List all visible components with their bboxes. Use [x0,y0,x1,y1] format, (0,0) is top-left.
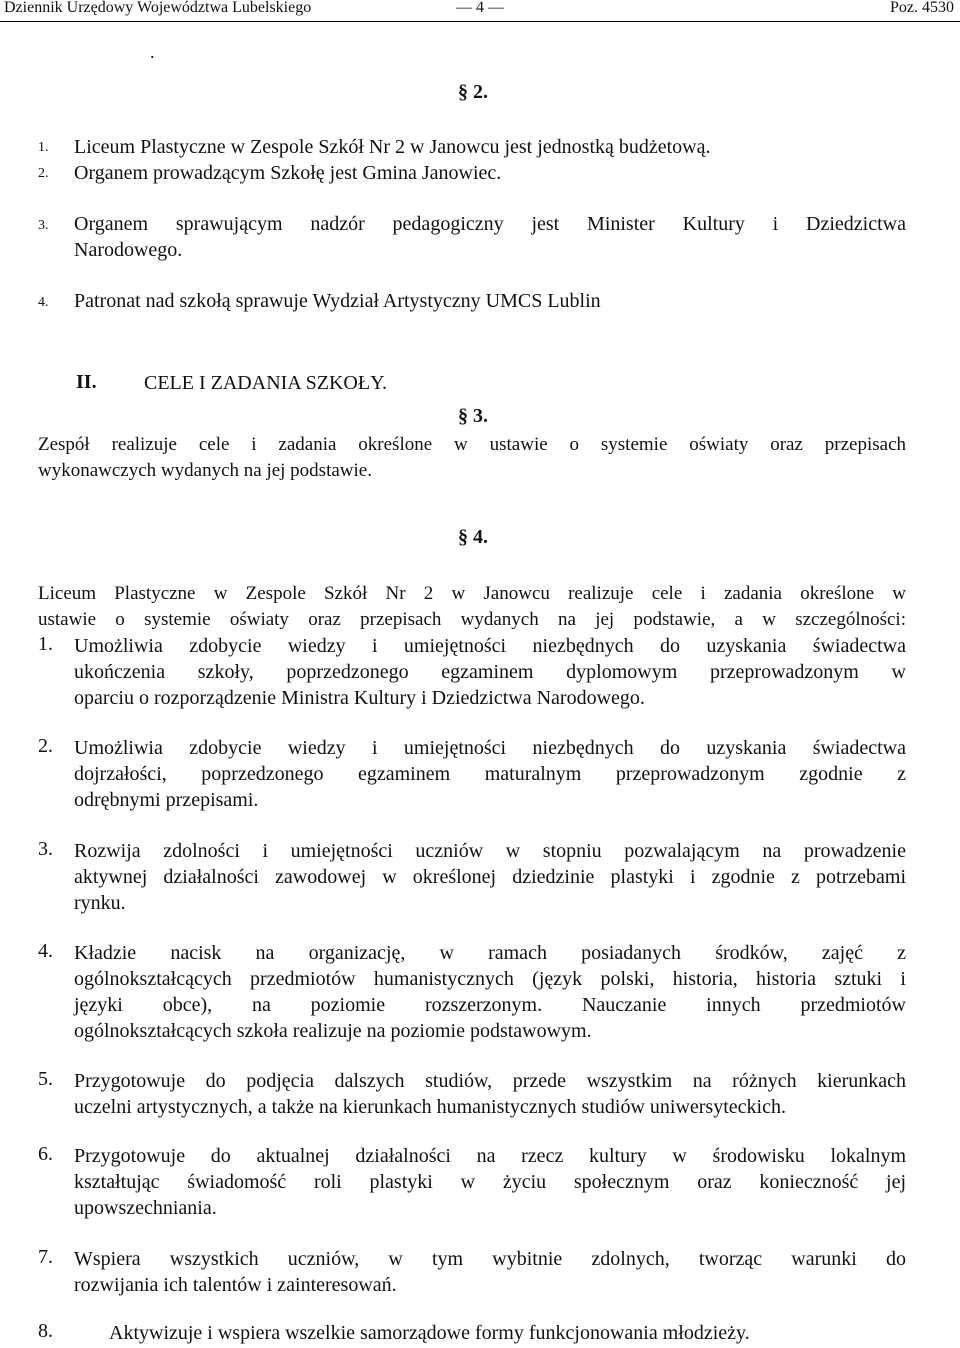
s4-item-5-number: 5. [38,1068,53,1090]
chapter-2-title: CELE I ZADANIA SZKOŁY. [144,372,387,394]
s4-item-2-number: 2. [38,735,53,757]
s4-item-8-number: 8. [38,1320,53,1342]
s4-item-1-text [74,633,906,711]
s4-item-1-number: 1. [38,633,53,655]
s3-line-1: Zespół realizuje cele i zadania określone w ustawie o systemie oświaty oraz przepisach [38,434,906,455]
s4-item-4-line-1: Kładzie nacisk na organizację, w ramach posiadanych środków, zajęć z [74,942,906,964]
s4-item-8-text: Aktywizuje i wspiera wszelkie samorządowe formy funkcjonowania młodzieży. [109,1322,750,1344]
section-2-title: § 2. [458,81,488,103]
s2-item-4-text: Patronat nad szkołą sprawuje Wydział Artystyczny UMCS Lublin [74,290,601,312]
s4-item-3-line-1: Rozwija zdolności i umiejętności uczniów w stopniu pozwalającym na prowadzenie [74,840,906,862]
s2-item-4-number: 4. [38,295,49,310]
section-4-intro [38,581,906,633]
s4-item-2-line-2: dojrzałości, poprzedzonego egzaminem maturalnym przeprowadzonym zgodnie z [74,763,906,785]
chapter-2-number: II. [76,371,97,393]
section-3-text [38,432,906,484]
s4-item-6-line-3: upowszechniania. [74,1197,217,1219]
s4-item-4-line-4: ogólnokształcących szkoła realizuje na poziomie podstawowym. [74,1020,592,1042]
s2-item-1-text: Liceum Plastyczne w Zespole Szkół Nr 2 w Janowcu jest jednostką budżetową. [74,136,711,158]
s4-item-7-line-1: Wspiera wszystkich uczniów, w tym wybitnie zdolnych, tworząc warunki do [74,1248,906,1270]
journal-title: Dziennik Urzędowy Województwa Lubelskiego [4,0,312,16]
section-3-title: § 3. [458,405,488,427]
s4-item-5-text [74,1068,906,1120]
s4-item-1-line-2: ukończenia szkoły, poprzedzonego egzaminem dyplomowym przeprowadzonym w [74,661,906,683]
s4-intro-line-1: Liceum Plastyczne w Zespole Szkół Nr 2 w Janowcu realizuje cele i zadania określone w [38,583,906,604]
s4-item-6-number: 6. [38,1143,53,1165]
s2-item-3-text [74,211,906,263]
position-number: Poz. 4530 [890,0,954,16]
s4-item-2-text [74,735,906,813]
s2-item-3-line-1: Organem sprawującym nadzór pedagogiczny jest Minister Kultury i Dziedzictwa [74,213,906,235]
s2-item-2-number: 2. [38,166,49,181]
s2-item-3-line-2: Narodowego. [74,239,183,261]
s4-item-5-line-2: uczelni artystycznych, a także na kierunkach humanistycznych studiów uniwersyteckich. [74,1096,786,1118]
s4-item-4-line-3: języki obce), na poziomie rozszerzonym. Nauczanie innych przedmiotów [74,994,906,1016]
s4-item-4-text [74,940,906,1044]
s4-item-3-text [74,838,906,916]
stray-dot: . [150,42,155,62]
s4-item-6-line-1: Przygotowuje do aktualnej działalności na rzecz kultury w środowisku lokalnym [74,1145,906,1167]
s4-item-2-line-3: odrębnymi przepisami. [74,789,259,811]
s4-item-1-line-3: oparciu o rozporządzenie Ministra Kultury i Dziedzictwa Narodowego. [74,687,645,709]
s4-item-6-text [74,1143,906,1221]
section-4-title: § 4. [458,526,488,548]
page-number: — 4 — [456,0,504,16]
s4-item-3-number: 3. [38,838,53,860]
s4-item-2-line-1: Umożliwia zdobycie wiedzy i umiejętności niezbędnych do uzyskania świadectwa [74,737,906,759]
s4-intro-line-2: ustawie o systemie oświaty oraz przepisach wydanych na jej podstawie, a w szczególności: [38,609,906,630]
s4-item-4-line-2: ogólnokształcących przedmiotów humanistycznych (język polski, historia, historia sztuki i [74,968,906,990]
s4-item-7-line-2: rozwijania ich talentów i zainteresowań. [74,1274,397,1296]
s4-item-3-line-2: aktywnej działalności zawodowej w określonej dziedzinie plastyki i zgodnie z potrzebami [74,866,906,888]
s4-item-7-text [74,1246,906,1298]
s3-line-2: wykonawczych wydanych na jej podstawie. [38,460,372,481]
s2-item-1-number: 1. [38,140,49,155]
s4-item-7-number: 7. [38,1246,53,1268]
page-header [0,0,960,22]
s4-item-1-line-1: Umożliwia zdobycie wiedzy i umiejętności niezbędnych do uzyskania świadectwa [74,635,906,657]
s4-item-6-line-2: kształtując świadomość roli plastyki w życiu społecznym oraz konieczność jej [74,1171,906,1193]
s2-item-2-text: Organem prowadzącym Szkołę jest Gmina Janowiec. [74,162,502,184]
s2-item-3-number: 3. [38,218,49,233]
s4-item-3-line-3: rynku. [74,892,126,914]
s4-item-4-number: 4. [38,940,53,962]
s4-item-5-line-1: Przygotowuje do podjęcia dalszych studiów, przede wszystkim na różnych kierunkach [74,1070,906,1092]
